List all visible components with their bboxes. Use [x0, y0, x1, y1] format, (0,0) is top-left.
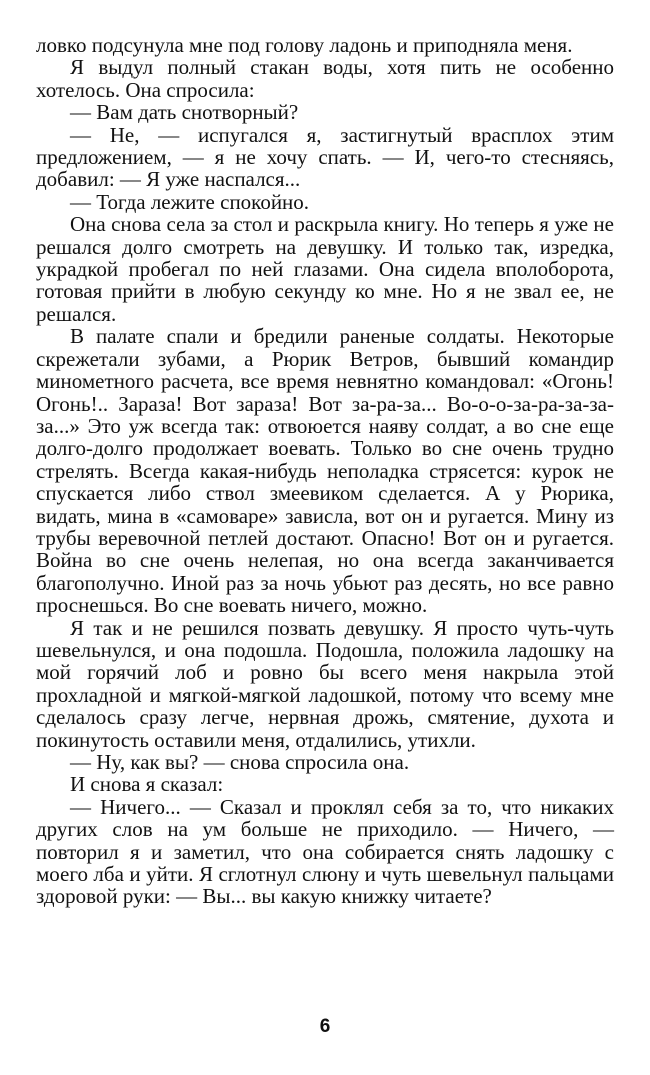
- paragraph-10: И снова я сказал:: [70, 772, 224, 797]
- paragraph-7: В палате спали и бредили раненые солдаты. Некоторые скрежетали зубами, а Рюрик Ветров, бывший командир минометного расчета, все время невнятно командовал: «Огонь! Огонь!.. Зараза! Вот зараза! Вот за-ра-за... Во-о-о-за-ра-за-за-за...» Это уж всегда так: отвоюется наяву солдат, а во сне еще долго-долго продолжает воевать. Только во сне очень трудно стрелять. Всегда какая-нибудь неполадка стрясется: курок не спускается либо ствол змеевиком сделается. А у Рюрика, видать, мина в «самоваре» зависла, вот он и ругается. Мину из трубы веревочной петлей достают. Опасно! Вот он и ругается. Война во сне очень нелепая, но она всегда заканчивается благополучно. Иной раз за ночь убьют раз десять, но все равно проснешься. Во сне воевать ничего, можно.: [36, 324, 614, 618]
- paragraph-8: Я так и не решился позвать девушку. Я просто чуть-чуть шевельнулся, и она подошла. Подошла, положила ладошку на мой горячий лоб и ровно бы всего меня накрыла этой прохладной и мягкой-мягкой ладошкой, потому что всему мне сделалось сразу легче, нервная дрожь, смятение, духота и покинутость оставили меня, отдалились, утихли.: [36, 615, 614, 752]
- paragraph-11: — Ничего... — Сказал и проклял себя за то, что никаких других слов на ум больше не приходило. — Ничего, — повторил я и заметил, что она собирается снять ладошку с моего лба и уйти. Я сглотнул слюну и чуть шевельнул пальцами здоровой руки: — Вы... вы какую книжку читаете?: [36, 794, 614, 909]
- page-body: [36, 34, 614, 908]
- paragraph-3: — Вам дать снотворный?: [70, 100, 299, 125]
- paragraph-9: — Ну, как вы? — снова спросила она.: [70, 750, 410, 774]
- page-number: 6: [319, 1016, 331, 1037]
- paragraph-2: Я выдул полный стакан воды, хотя пить не особенно хотелось. Она спросила:: [36, 55, 614, 102]
- paragraph-5: — Тогда лежите спокойно.: [70, 189, 310, 214]
- paragraph-6: Она снова села за стол и раскрыла книгу. Но теперь я уже не решался долго смотреть на девушку. И только так, изредка, украдкой пробегал по ней глазами. Она сидела вполоборота, готовая прийти в любую секунду ко мне. Но я не звал ее, не решался.: [36, 212, 614, 326]
- paragraph-1: ловко подсунула мне под голову ладонь и приподняла меня.: [36, 33, 573, 57]
- paragraph-4: — Не, — испугался я, застигнутый врасплох этим предложением, — я не хочу спать. — И, чего-то стесняясь, добавил: — Я уже наспался...: [36, 122, 614, 192]
